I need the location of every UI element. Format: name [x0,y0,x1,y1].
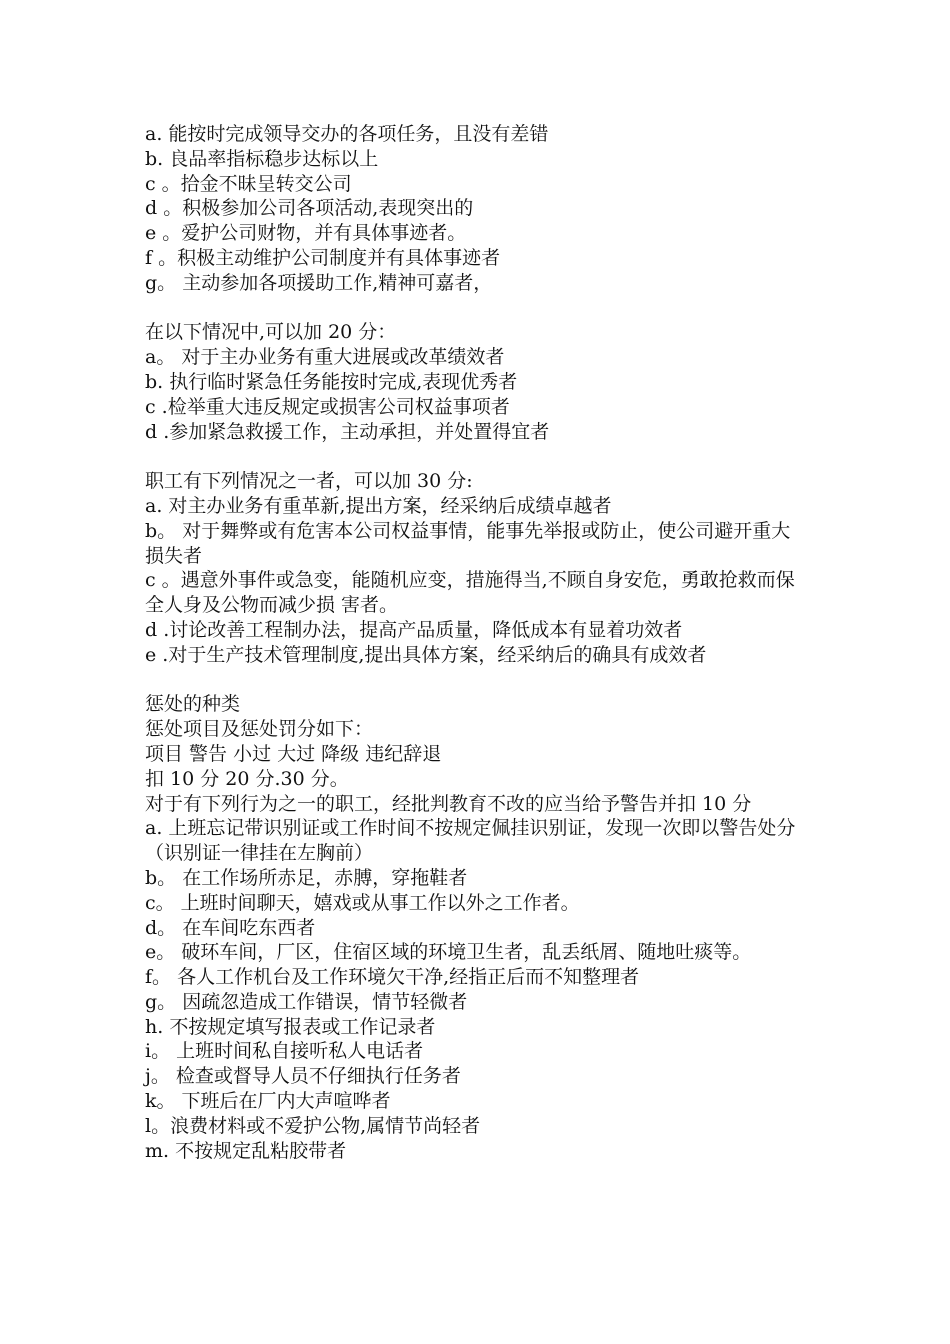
list-item: a. 能按时完成领导交办的各项任务，且没有差错 [145,123,549,145]
penalties-section [145,692,805,1163]
list-item: c 。遇意外事件或急变，能随机应变，措施得当,不顾自身安危，勇敢抢救而保全人身及公物而减少损 害者。 [145,569,795,617]
list-item: c。 上班时间聊天，嬉戏或从事工作以外之工作者。 [145,891,580,914]
list-item: d。 在车间吃东西者 [145,916,316,939]
list-item: d .参加紧急救援工作，主动承担，并处置得宜者 [145,420,550,443]
list-item: a. 对主办业务有重革新,提出方案，经采纳后成绩卓越者 [145,494,612,517]
list-item: b。 对于舞弊或有危害本公司权益事情，能事先举报或防止，使公司避开重大损失者 [145,519,791,567]
section-heading: 职工有下列情况之一者，可以加 30 分: [145,470,473,493]
paragraph-gap [145,444,805,469]
penalty-points-row: 扣 10 分 20 分.30 分。 [145,767,349,790]
merits-30-section [145,469,805,667]
merits-20-section [145,320,805,444]
list-item: a. 上班忘记带识别证或工作时间不按规定佩挂识别证，发现一次即以警告处分（识别证一律挂在左胸前） [145,817,796,865]
list-item: h. 不按规定填写报表或工作记录者 [145,1015,436,1038]
list-item: k。 下班后在厂内大声喧哗者 [145,1090,391,1113]
paragraph-gap [145,668,805,693]
list-item: g。 主动参加各项援助工作,精神可嘉者， [145,271,493,294]
list-item: d .讨论改善工程制办法，提高产品质量，降低成本有显着功效者 [145,618,683,641]
list-item: f。 各人工作机台及工作环境欠干净,经指正后而不知整理者 [145,966,640,989]
list-item: b。 在工作场所赤足，赤膊，穿拖鞋者 [145,866,468,889]
list-item: b. 良品率指标稳步达标以上 [145,147,379,170]
list-item: b. 执行临时紧急任务能按时完成,表现优秀者 [145,370,518,393]
list-item: e。 破环车间，厂区，住宿区域的环境卫生者，乱丢纸屑、随地吐痰等。 [145,941,752,964]
section-heading: 在以下情况中,可以加 20 分： [145,321,397,344]
list-item: f 。积极主动维护公司制度并有具体事迹者 [145,246,501,269]
list-item: a。 对于主办业务有重大进展或改革绩效者 [145,346,505,369]
document-page [145,122,805,1163]
list-item: e 。爱护公司财物，并有具体事迹者。 [145,222,467,245]
list-item: c 。拾金不昧呈转交公司 [145,172,352,195]
paragraph-gap [145,296,805,321]
list-item: d 。积极参加公司各项活动,表现突出的 [145,197,474,220]
list-item: j。 检查或督导人员不仔细执行任务者 [145,1065,461,1088]
list-item: i。 上班时间私自接听私人电话者 [145,1040,424,1063]
section-heading: 惩处的种类 [145,693,241,716]
penalty-types-row: 项目 警告 小过 大过 降级 违纪辞退 [145,742,442,765]
section-subheading: 惩处项目及惩处罚分如下： [145,718,374,741]
list-item: l。浪费材料或不爱护公物,属情节尚轻者 [145,1114,481,1137]
list-item: e .对于生产技术管理制度,提出具体方案，经采纳后的确具有成效者 [145,643,707,666]
penalty-intro: 对于有下列行为之一的职工，经批判教育不改的应当给予警告并扣 10 分 [145,792,752,815]
list-item: g。 因疏忽造成工作错误，情节轻微者 [145,990,468,1013]
merits-10-list [145,122,805,296]
list-item: m. 不按规定乱粘胶带者 [145,1139,347,1162]
list-item: c .检举重大违反规定或损害公司权益事项者 [145,395,510,418]
